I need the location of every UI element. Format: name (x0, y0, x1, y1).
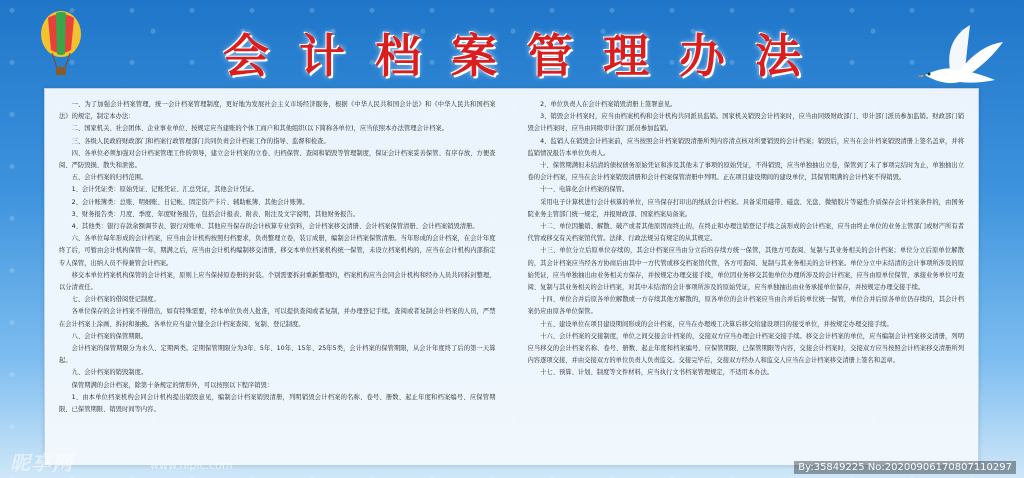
watermark-url: www.nipic.com (150, 459, 233, 472)
paragraph: 十六、会计档案的交接制度，单位之间交接会计档案的，交接双方应当办理会计档案交接手续。移交会计档案的单位，应当编制会计档案移交清册，列明应当移交的会计档案名称、卷号、册数、起止年度和档案编号、应保管期限、已保管期限等内容，交接会计档案时，交接双方应当按照会计档案移交清册所列内容逐项交接，并由交接双方的单位负责人负责监交。交接完毕后，交接双方经办人和监交人应当在会计档案移交清册上签名和盖章。 (527, 332, 964, 365)
paragraph: 六、各单位每年形成的会计档案，应当由会计机构按照归档要求，负责整理立卷，装订成册，编制会计档案保管清册。当年形成的会计档案，在会计年度终了后，可暂由会计机构保管一年，期满之后，应当由会计机构编制移交清册，移交本单位档案机构统一保管，未设立档案机构的，应当在会计机构内部指定专人保管，出纳人员不得兼管会计档案。 (59, 235, 496, 267)
document-panel (44, 88, 979, 466)
paragraph: 十三、单位分立后原单位存续的，其会计档案应当由分立后的存续方统一保管，其他方可查阅、复制与其业务相关的会计档案；单位分立后原单位解散的，其会计档案应当经各方协商后由其中一方代管或移交档案馆代管，各方可查阅、复制与其业务相关的会计档案。单位分立中未结清的会计事项所涉及的原始凭证，应当单独抽出由业务相关方保存，并按规定办理交接手续，单位因业务移交其他单位办理所涉及的会计档案，应当由原单位保管，承接业务单位可查阅、复制与其业务相关的会计档案，对其中未结清的会计事项所涉及的原始凭证，应当单独抽出由业务承接单位保存，并按规定办理交接手续。 (527, 247, 964, 292)
paragraph: 1、会计凭证类：原始凭证、记账凭证、汇总凭证，其他会计凭证。 (71, 186, 259, 194)
right-column (512, 99, 965, 465)
paragraph: 二、国家机关、社会团体、企业事业单位、按规定应当建账的个体工商户和其他组织(以下简称各单位)，应当依照本办法管理会计档案。 (71, 125, 449, 133)
watermark-brand: 昵享网 (10, 451, 73, 475)
paragraph: 十一、电算化会计档案的保管。 (540, 186, 629, 194)
page-title: 会计档案管理办法 (223, 29, 831, 83)
paragraph: 2、会计账簿类：总账、明细账、日记帐、固定资产卡片、辅助帐簿、其他会计账簿。 (71, 198, 309, 206)
left-column (59, 99, 512, 465)
paragraph: 采用电子计算机进行会计核算的单位，应当保存打印出的纸质会计档案。具备采用磁带、磁盘、光盘、微缩胶片等磁性介质保存会计档案条件的，由国务院业务主管部门统一规定，并报财政部、国家档案局备案。 (527, 198, 964, 218)
paragraph: 各单位保存的会计档案不得借出，如有特殊需要，经本单位负责人批准，可以提供查阅或者复制，并办理登记手续。查阅或者复制会计档案的人员，严禁在会计档案上涂画、拆封和抽换。各单位应当建立健全会计档案查阅、复制、登记制度。 (59, 308, 496, 328)
paragraph: 十七、预算、计划、制度等文件材料，应当执行文书档案管理规定，不适用本办法。 (540, 369, 774, 377)
paragraph: 2、单位负责人在会计档案销毁清册上签署意见。 (540, 101, 677, 108)
paragraph: 一、为了加强会计档案管理，统一会计档案管理制度，更好地为发展社会主义市场经济服务，根据《中华人民共和国会计法》和《中华人民共和国档案法》的规定，制定本办法： (59, 101, 496, 121)
paragraph: 1、由本单位档案机构会同会计机构提出销毁意见，编制会计档案销毁清册，列明销毁会计档案的名称、卷号、册数、起止年度和档案编号、应保管期限、已保管期限、销毁时间等内容。 (59, 393, 496, 414)
paragraph: 八、会计档案的保管期限。 (71, 332, 148, 340)
paragraph: 七、会计档案的借阅登记制度。 (71, 296, 160, 304)
paragraph: 十、保管期满但未结清的债权债务原始凭证和涉及其他未了事项的原始凭证，不得销毁，应当单独抽出立卷，保管到了未了事项完结时为止，单独抽出立卷的会计档案，应当在会计档案销毁清册和会计档案保管清册中列明。正在项目建设期间的建设单位，其保管期满的会计档案不得销毁。 (527, 162, 964, 182)
paragraph: 4、监销人在销毁会计档案前，应当按照会计档案销毁清册所列内容清点核对所要销毁的会计档案；销毁后，应当在会计档案销毁清册上签名盖章，并将监销情况报告本单位负责人。 (527, 137, 964, 157)
watermark-id: By:35849225 No:20200906170807110297 (794, 461, 1016, 474)
paragraph: 九、会计档案的销毁制度。 (71, 369, 148, 377)
paragraph: 十五、建设单位在项目建设期间形成的会计档案，应当在办理竣工决算后移交给建设项目的接受单位，并按规定办理交接手续。 (540, 320, 893, 328)
paragraph: 4、其他类：银行存款余额调节表、银行对账单、其他应当保存的会计核算专业资料，会计档案移交清册、会计档案保管清册、会计档案销毁清册。 (71, 223, 479, 231)
paragraph: 移交本单位档案机构保管的会计档案，原则上应当保持原卷册的封装。个别需要拆封重新整理的，档案机构应当会同会计机构和经办人员共同拆封整理，以分清责任。 (59, 271, 496, 292)
paragraph: 十二、单位因撤销、解散、破产或者其他原因而终止的，在终止和办理注销登记手续之前形成的会计档案，应当由终止单位的业务主管部门或财产所有者代管或移交有关档案馆代管。法律、行政法规另有规定的从其规定。 (527, 223, 964, 243)
paragraph: 3、财务报告类：月度、季度、年度财务报告，包括会计报表、附表、附注及文字说明，其他财务报告。 (71, 210, 359, 218)
paragraph: 十四、单位合并后原各单位解散或一方存续其他方解散的，原各单位的会计档案应当由合并后的单位统一保管，单位合并后原各单位仍存续的，其会计档案仍应由原各单位保管。 (527, 296, 964, 316)
paragraph: 3、销毁会计档案时，应当由档案机构和会计机构共同派员监销。国家机关销毁会计档案时，应当由同级财政部门、审计部门派员参加监销。财政部门销毁会计档案时，应当由同级审计部门派员参加监销。 (527, 113, 964, 133)
paragraph: 五、会计档案的归档范围。 (71, 174, 148, 182)
paragraph: 保管期满的会计档案，除第十条规定的情形外，可以按照以下程序销毁： (71, 381, 274, 389)
paragraph: 三、各级人民政府财政部门和档案行政管理部门共同负责会计档案工作的指导、监督和检查。 (71, 137, 330, 145)
paragraph: 四、各单位必须加强对会计档案管理工作的领导，建立会计档案的立卷、归档保管、查阅和销毁等管理制度，保证会计档案妥善保管、有序存放、方便查阅、严防毁损、散失和泄密。 (59, 149, 496, 170)
paragraph: 会计档案的保管期限分为永久、定期两类。定期保管期限分为3年、5年、10年、15年、25年5类，会计档案的保管期限，从会计年度终了后的第一天算起。 (59, 345, 496, 365)
